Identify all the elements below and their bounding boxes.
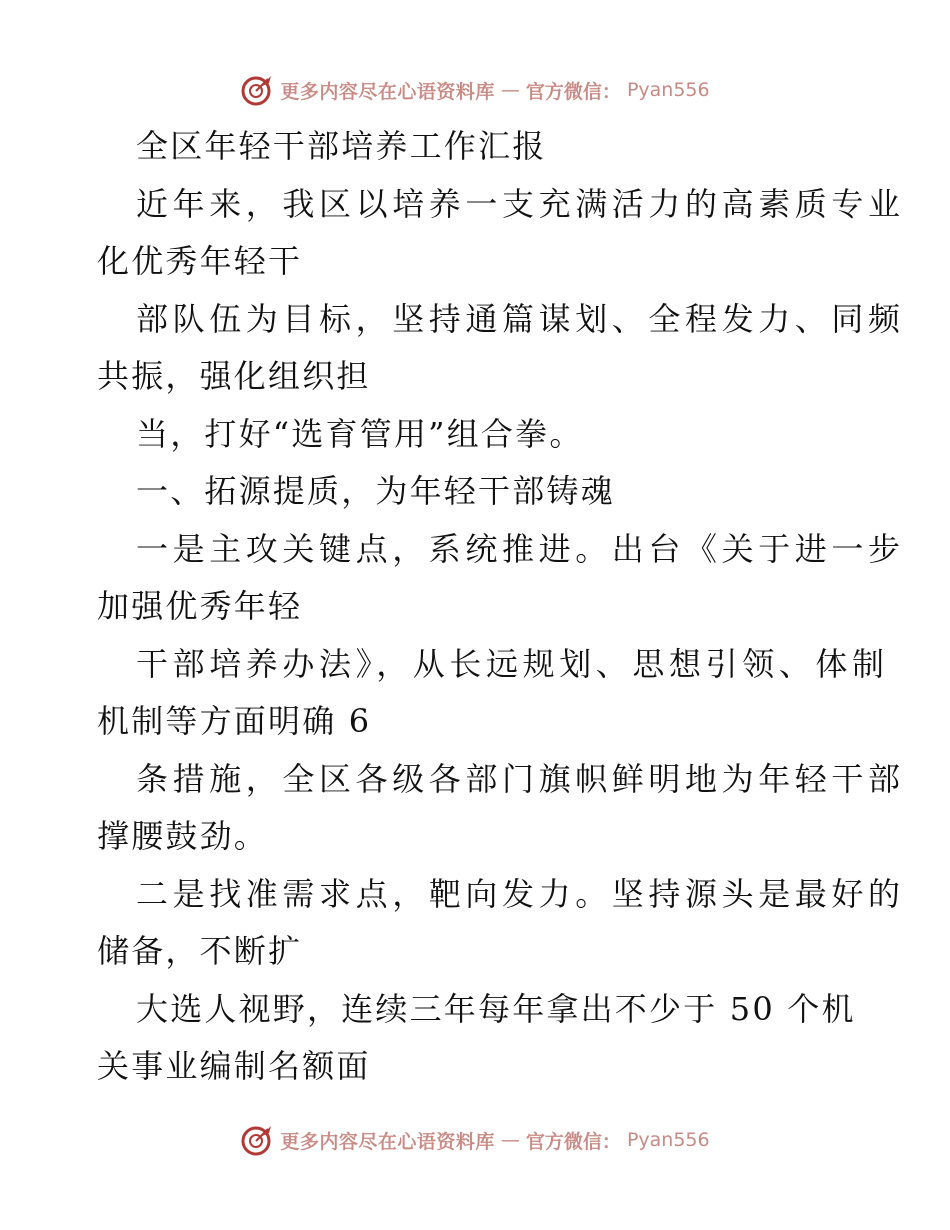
paragraph-line: 部队伍为目标，坚持通篇谋划、全程发力、同频 <box>136 299 905 338</box>
paragraph-line: 大选人视野，连续三年每年拿出不少于 50 个机 <box>136 989 856 1028</box>
paragraph-line: 撑腰鼓劲。 <box>97 817 269 855</box>
footer-banner <box>0 1120 950 1160</box>
paragraph-line: 条措施，全区各级各部门旗帜鲜明地为年轻干部 <box>136 759 905 798</box>
banner-wechat-id: Pyan556 <box>626 79 710 101</box>
banner-dash: — <box>500 79 520 101</box>
document-body <box>97 118 905 1096</box>
paragraph-line: 加强优秀年轻 <box>97 587 303 625</box>
paragraph-line: 关事业编制名额面 <box>97 1047 371 1085</box>
paragraph-line: 化优秀年轻干 <box>97 242 303 280</box>
paragraph-line: 储备，不断扩 <box>97 932 303 970</box>
paragraph-line: 当，打好“选育管用”组合拳。 <box>136 414 584 453</box>
banner-wechat-label: 官方微信： <box>525 80 621 103</box>
banner-wechat-label: 官方微信： <box>525 1130 621 1153</box>
header-banner <box>0 70 950 110</box>
paragraph-line: 二是找准需求点，靶向发力。坚持源头是最好的 <box>136 874 905 913</box>
section-heading: 一、拓源提质，为年轻干部铸魂 <box>136 472 615 510</box>
banner-text: 更多内容尽在心语资料库 <box>280 80 495 103</box>
document-title: 全区年轻干部培养工作汇报 <box>136 127 547 165</box>
quill-logo-icon <box>240 1123 274 1157</box>
paragraph-line: 干部培养办法》，从长远规划、思想引领、体制 <box>136 644 889 683</box>
paragraph-line: 共振，强化组织担 <box>97 357 371 395</box>
banner-dash: — <box>500 1129 520 1151</box>
banner-text: 更多内容尽在心语资料库 <box>280 1130 495 1153</box>
paragraph-line: 近年来，我区以培养一支充满活力的高素质专业 <box>136 184 905 223</box>
paragraph-line: 一是主攻关键点，系统推进。出台《关于进一步 <box>136 529 905 568</box>
quill-logo-icon <box>240 73 274 107</box>
banner-wechat-id: Pyan556 <box>626 1129 710 1151</box>
paragraph-line: 机制等方面明确 6 <box>97 702 372 740</box>
